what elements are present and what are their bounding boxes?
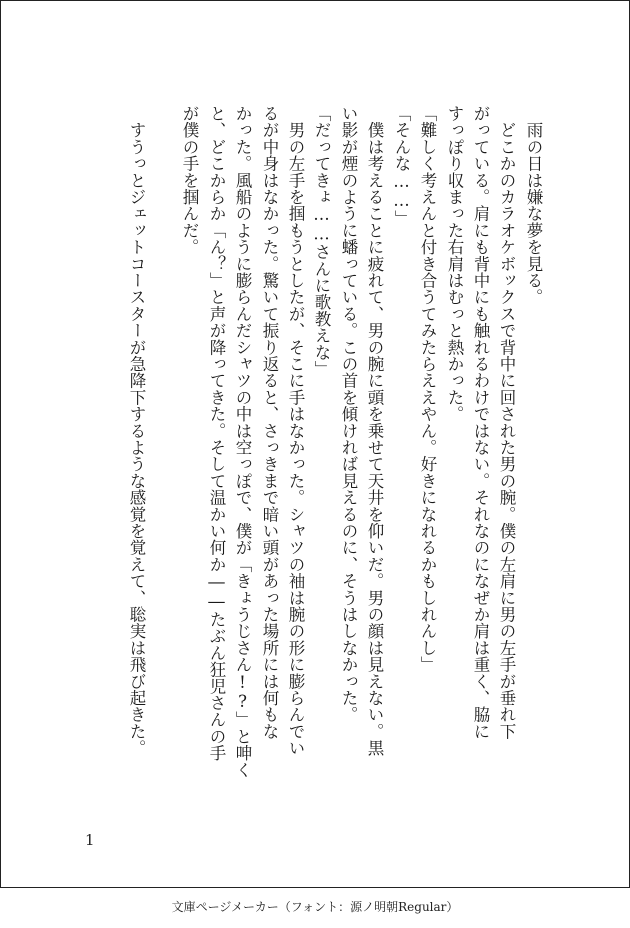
- text-line-5: 「難しく考えんと付き合うてみたらええやん。好きになれるかもしれんし」: [418, 105, 437, 673]
- text-line-12: かった。風船のように膨らんだシャツの中は空っぽで、僕が「きょうじさん!?」と呻く: [233, 105, 252, 778]
- text-line-8: い影が煙のように蟠っている。この首を傾ければ見えるのに、そうはしなかった。: [339, 105, 358, 723]
- page-number: 1: [85, 831, 95, 849]
- text-line-2: どこかのカラオケボックスで背中に回された男の腕。僕の左肩に男の左手が垂れ下: [497, 105, 516, 740]
- text-line-3: がっている。肩にも背中にも触れるわけではない。それなのになぜか肩は重く、脇に: [471, 105, 490, 740]
- text-line-9: 「だってきょ……さんに歌教えな」: [312, 105, 331, 378]
- text-line-7: 僕は考えることに疲れて、男の腕に頭を乗せて天井を仰いだ。男の顔は見えない。黒: [365, 105, 384, 757]
- text-line-4: すっぽり収まった右肩はむっと熱かった。: [445, 105, 464, 423]
- text-line-16: すうっとジェットコースターが急降下するような感覚を覚えて、聡実は飛び起きた。: [127, 105, 146, 757]
- text-line-1: 雨の日は嫌な夢を見る。: [524, 105, 543, 306]
- text-line-6: 「そんな……」: [392, 105, 411, 227]
- text-line-13: と、どこからか「ん？」と声が降ってきた。そして温かい何か――たぶん狂児さんの手: [207, 105, 226, 762]
- text-line-11: るが中身はなかった。驚いて振り返ると、さっきまで暗い頭があった場所には何もな: [260, 105, 279, 740]
- text-line-14: が僕の手を掴んだ。: [180, 105, 199, 256]
- footer-caption: 文庫ページメーカー（フォント：源ノ明朝Regular）: [171, 900, 459, 914]
- text-line-10: 男の左手を掴もうとしたが、そこに手はなかった。シャツの袖は腕の形に膨らんでい: [286, 105, 305, 757]
